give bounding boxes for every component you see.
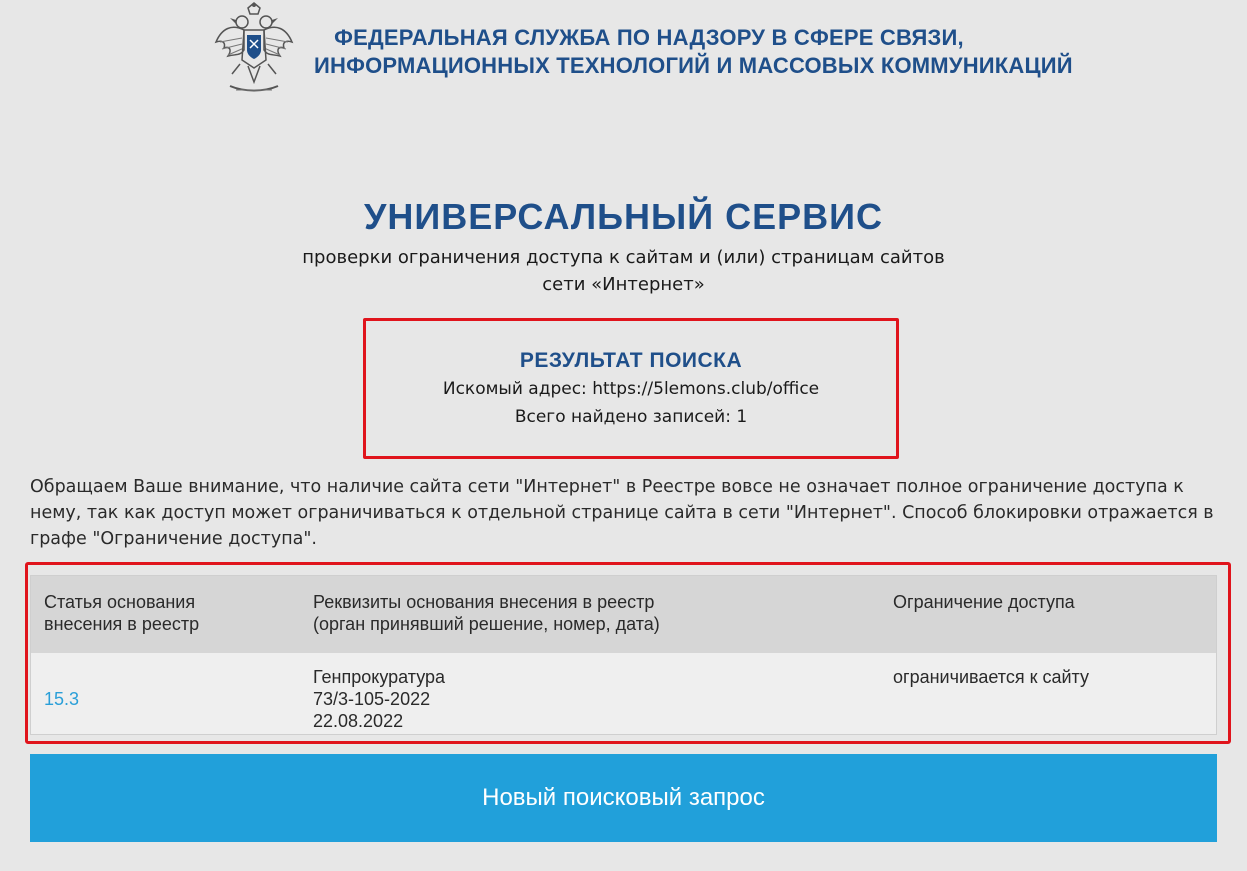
search-result-box — [363, 318, 899, 459]
article-link[interactable]: 15.3 — [44, 689, 80, 709]
new-search-button[interactable]: Новый поисковый запрос — [30, 754, 1217, 842]
service-subtitle-line2: сети «Интернет» — [542, 274, 705, 295]
table-row — [31, 653, 1216, 734]
site-header — [214, 2, 1073, 98]
double-headed-eagle-emblem-icon — [214, 2, 294, 96]
records-found-count: Всего найдено записей: 1 — [514, 407, 748, 427]
cell-basis: Генпрокуратура 73/3-105-2022 22.08.2022 — [313, 667, 446, 731]
search-result-title: РЕЗУЛЬТАТ ПОИСКА — [519, 349, 743, 372]
service-subtitle-line1: проверки ограничения доступа к сайтам и (или) страницам сайтов — [302, 247, 945, 268]
header-article: Статья основания внесения в реестр — [44, 592, 200, 634]
agency-title-line1: ФЕДЕРАЛЬНАЯ СЛУЖБА ПО НАДЗОРУ В СФЕРЕ СВЯЗИ, — [334, 25, 964, 50]
service-title: УНИВЕРСАЛЬНЫЙ СЕРВИС — [363, 196, 884, 237]
header-basis: Реквизиты основания внесения в реестр (орган принявший решение, номер, дата) — [313, 592, 660, 634]
notice-text: Обращаем Ваше внимание, что наличие сайта сети "Интернет" в Реестре вовсе не означает полное ограничение доступа к нему, так как доступ может ограничиваться к отдельной странице сайта в сети "Интернет". Способ блокировки отражается в графе "Ограничение доступа". — [30, 477, 1214, 549]
agency-title-line2: ИНФОРМАЦИОННЫХ ТЕХНОЛОГИЙ И МАССОВЫХ КОММУНИКАЦИЙ — [314, 53, 1073, 78]
table-header-row — [31, 576, 1216, 653]
cell-article — [44, 666, 79, 710]
service-subtitle — [0, 244, 1247, 298]
agency-title — [314, 24, 1073, 80]
header-restriction: Ограничение доступа — [893, 592, 1075, 612]
registry-table — [30, 575, 1217, 735]
searched-address: Искомый адрес: https://5lemons.club/office — [442, 379, 820, 399]
cell-restriction: ограничивается к сайту — [893, 667, 1089, 687]
